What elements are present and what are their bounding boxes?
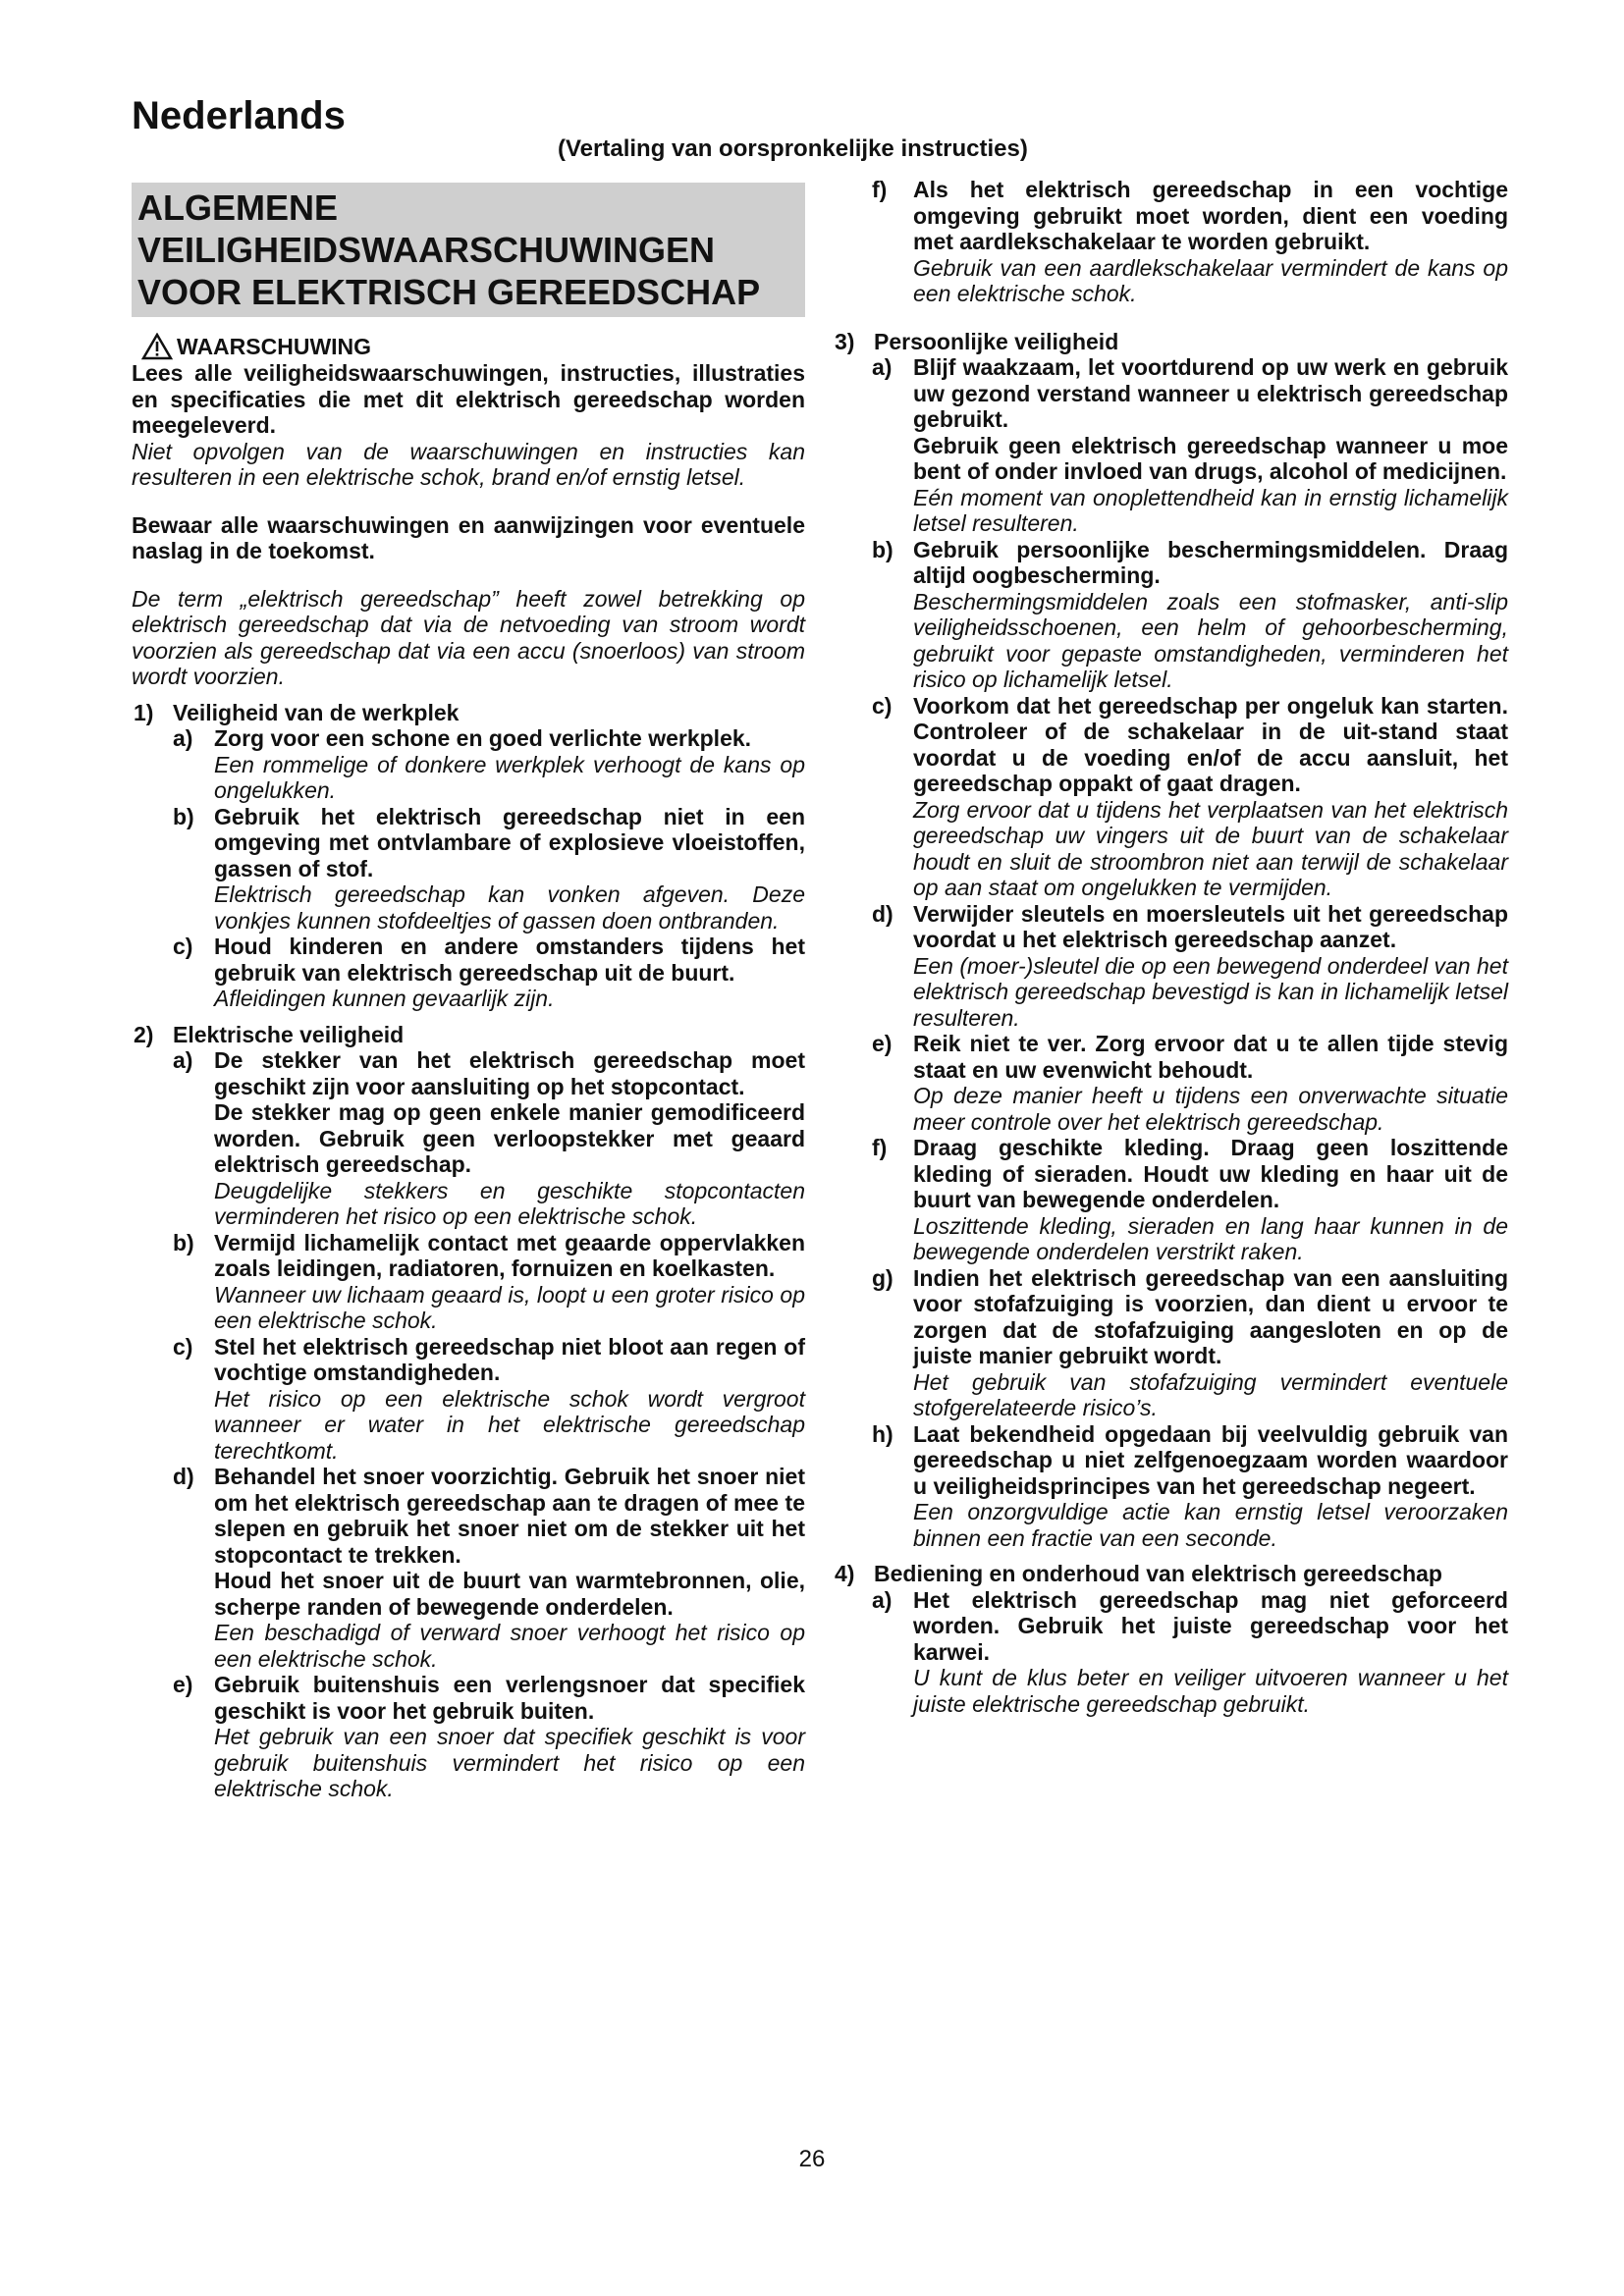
section-heading: 2) Elektrische veiligheid [134,1021,405,1047]
list-item: f) Als het elektrisch gereedschap in een vochtige omgeving gebruikt moet worden, dient een voeding met aardlekschakelaar te worden gebruikt. Gebruik van een aardlekschakelaar vermindert de kans op een elektrische schok. [872,177,1508,306]
warning-label [141,333,805,360]
warning-italic: Niet opvolgen van de waarschuwingen en instructies kan resulteren in een elektrische schok, brand en/of ernstig letsel. [132,438,805,490]
list-item: b) Gebruik persoonlijke beschermingsmiddelen. Draag altijd oogbescherming. Beschermingsmiddelen zoals een stofmasker, anti-slip veiligheidsschoenen, een helm of gehoorbescherming, gebruikt voor gepaste omstandigheden, verminderen het risico op lichamelijk letsel. [872,536,1508,692]
list-item: a) Het elektrisch gereedschap mag niet geforceerd worden. Gebruik het juiste gereedschap voor het karwei. U kunt de klus beter en veiliger uitvoeren wanneer u het juiste elektrische gereedschap gebruikt. [872,1586,1508,1717]
section-heading: 4) Bediening en onderhoud van elektrisch gereedschap [835,1561,1442,1586]
list-item: d) Behandel het snoer voorzichtig. Gebruik het snoer niet om het elektrisch gereedschap aan te dragen of mee te slepen en gebruik het snoer niet om de stekker uit het stopcontact te trekken. Houd het snoer uit de buurt van warmtebronnen, olie, scherpe randen of bewegende onderdelen. Een beschadigd of verward snoer verhoogt het risico op een elektrische schok. [173,1464,805,1672]
translation-subtitle: (Vertaling van oorspronkelijke instructies) [558,135,1028,162]
warning-triangle-icon [141,333,173,360]
list-item: b) Vermijd lichamelijk contact met geaarde oppervlakken zoals leidingen, radiatoren, fornuizen en koelkasten. Wanneer uw lichaam geaard is, loopt u een groter risico op een elektrische schok. [173,1229,805,1333]
banner-line: VOOR ELEKTRISCH GEREEDSCHAP [137,272,761,312]
list-item: a) De stekker van het elektrisch gereedschap moet geschikt zijn voor aansluiting op het stopcontact. De stekker mag op geen enkele manier gemodificeerd worden. Gebruik geen verloopstekker met geaard elektrisch gereedschap. Deugdelijke stekkers en geschikte stopcontacten verminderen het risico op een elektrische schok. [173,1047,805,1229]
banner-line: ALGEMENE [137,187,339,228]
list-item: e) Gebruik buitenshuis een verlengsnoer dat specifiek geschikt is voor het gebruik buiten. Het gebruik van een snoer dat specifiek geschikt is voor gebruik buitenshuis vermindert het risico op een elektrische schok. [173,1672,805,1801]
list-item: d) Verwijder sleutels en moersleutels uit het gereedschap voordat u het elektrisch gereedschap aanzet. Een (moer-)sleutel die op een bewegend onderdeel van het elektrisch gereedschap bevestigd is kan in lichamelijk letsel resulteren. [872,900,1508,1031]
left-column [132,183,805,1802]
page-number: 26 [798,2146,826,2172]
language-heading: Nederlands [132,94,346,137]
list-item: g) Indien het elektrisch gereedschap van een aansluiting voor stofafzuiging is voorzien, dan dient u ervoor te zorgen dat de stofafzuiging aangesloten en op de juiste manier gebruikt wordt. Het gebruik van stofafzuiging vermindert eventuele stofgerelateerde risico’s. [872,1264,1508,1420]
section-heading: 1) Veiligheid van de werkplek [134,699,460,725]
list-item: c) Houd kinderen en andere omstanders tijdens het gebruik van elektrisch gereedschap uit de buurt. Afleidingen kunnen gevaarlijk zijn. [173,934,805,1011]
banner-line: VEILIGHEIDSWAARSCHUWINGEN [137,230,716,270]
list-item: h) Laat bekendheid opgedaan bij veelvuldig gebruik van gereedschap u niet zelfgenoegzaam worden waardoor u veiligheidsprincipes van het gereedschap negeert. Een onzorgvuldige actie kan ernstig letsel veroorzaken binnen een fractie van een seconde. [872,1420,1508,1551]
list-item: e) Reik niet te ver. Zorg ervoor dat u te allen tijde stevig staat en uw evenwicht behoudt. Op deze manier heeft u tijdens een onverwachte situatie meer controle over het elektrisch gereedschap. [872,1031,1508,1135]
list-item: c) Voorkom dat het gereedschap per ongeluk kan starten. Controleer of de schakelaar in de uit-stand staat voordat u de voeding en/of de accu aansluit, het gereedschap oppakt of gaat dragen. Zorg ervoor dat u tijdens het verplaatsen van het elektrisch gereedschap uw vingers uit de buurt van de schakelaar houdt en sluit de stroombron niet aan terwijl de schakelaar op aan staat om ongelukken te vermijden. [872,692,1508,900]
section-banner [132,183,805,317]
list-item: f) Draag geschikte kleding. Draag geen loszittende kleding of sieraden. Houdt uw kleding en haar uit de buurt van bewegende onderdelen. Loszittende kleding, sieraden en lang haar kunnen in de bewegende onderdelen verstrikt raken. [872,1135,1508,1264]
keep-instructions: Bewaar alle waarschuwingen en aanwijzingen voor eventuele naslag in de toekomst. [132,511,805,563]
list-item: b) Gebruik het elektrisch gereedschap niet in een omgeving met ontvlambare of explosieve vloeistoffen, gassen of stof. Elektrisch gereedschap kan vonken afgeven. Deze vonkjes kunnen stofdeeltjes of gassen doen ontbranden. [173,803,805,934]
term-definition: De term „elektrisch gereedschap” heeft zowel betrekking op elektrisch gereedschap dat via de netvoeding van stroom wordt voorzien als gereedschap dat via een accu (snoerloos) van stroom wordt voorzien. [132,585,805,689]
warning-bold: Lees alle veiligheidswaarschuwingen, instructies, illustraties en specificaties die met dit elektrisch gereedschap worden meegeleverd. [132,360,805,438]
warning-text: WAARSCHUWING [177,334,372,359]
section-heading: 3) Persoonlijke veiligheid [835,328,1119,354]
list-item: a) Zorg voor een schone en goed verlichte werkplek. Een rommelige of donkere werkplek verhoogt de kans op ongelukken. [173,725,805,803]
right-column [833,177,1508,1717]
list-item: c) Stel het elektrisch gereedschap niet bloot aan regen of vochtige omstandigheden. Het risico op een elektrische schok wordt vergroot wanneer er water in het elektrische gereedschap terechtkomt. [173,1333,805,1464]
list-item: a) Blijf waakzaam, let voortdurend op uw werk en gebruik uw gezond verstand wanneer u elektrisch gereedschap gebruikt. Gebruik geen elektrisch gereedschap wanneer u moe bent of onder invloed van drugs, alcohol of medicijnen. Eén moment van onoplettendheid kan in ernstig lichamelijk letsel resulteren. [872,354,1508,536]
